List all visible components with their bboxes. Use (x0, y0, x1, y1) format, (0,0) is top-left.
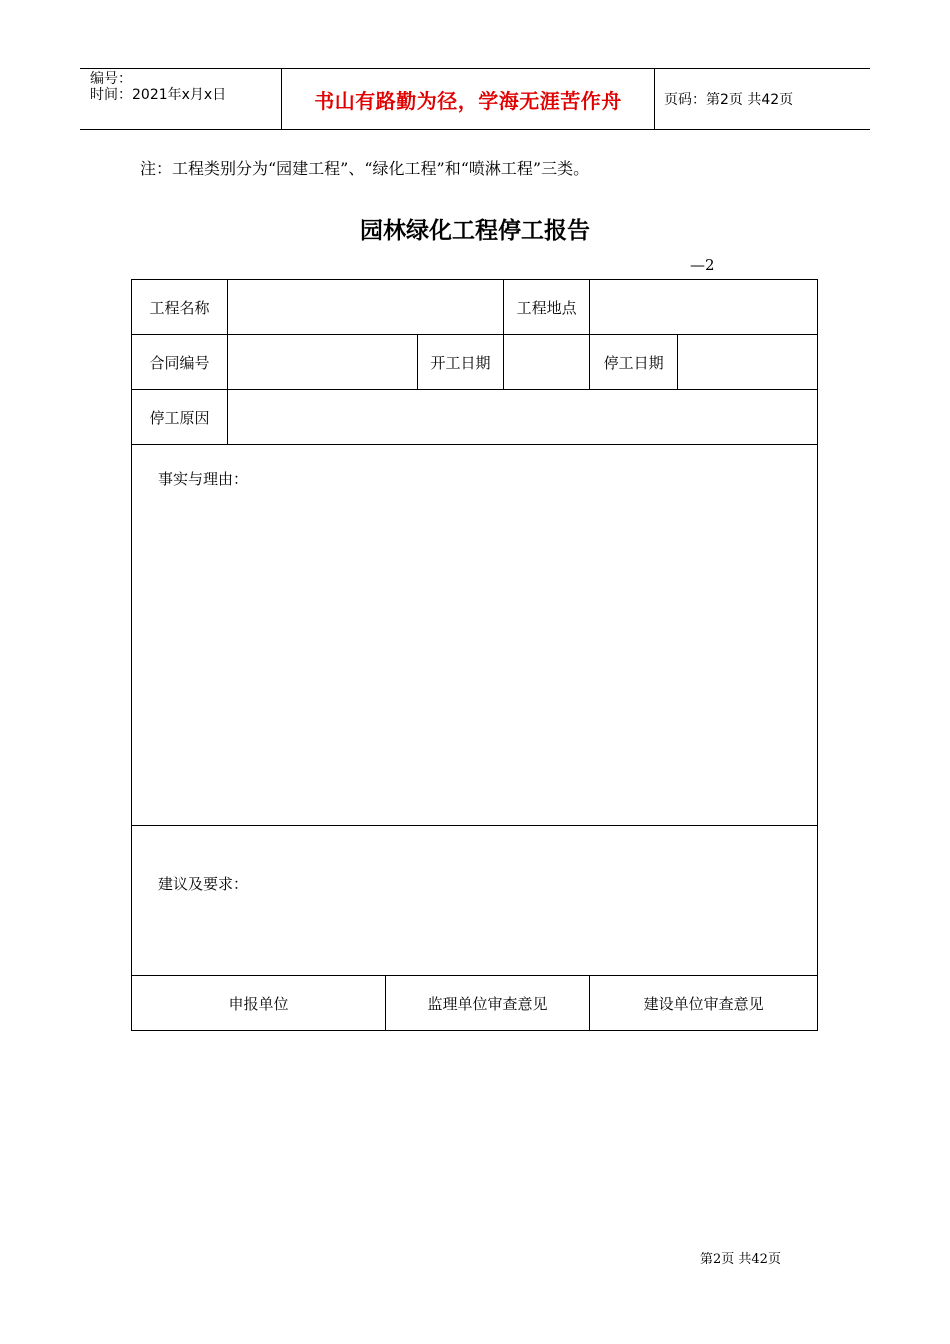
facts-label: 事实与理由： (158, 470, 249, 488)
contract-no-label: 合同编号 (132, 335, 228, 390)
header-page-info: 页码：第2页 共42页 (664, 92, 794, 108)
form-row (132, 445, 818, 826)
stop-reason-label: 停工原因 (132, 390, 228, 445)
header-divider (654, 69, 655, 129)
page-header (80, 68, 870, 130)
supervisor-review-label: 监理单位审查意见 (386, 976, 590, 1031)
project-location-field[interactable] (590, 280, 818, 335)
stop-date-field[interactable] (678, 335, 818, 390)
header-meta (90, 71, 226, 103)
project-name-field[interactable] (228, 280, 504, 335)
project-location-label: 工程地点 (504, 280, 590, 335)
document-title: 园林绿化工程停工报告 (360, 218, 590, 244)
start-date-label: 开工日期 (418, 335, 504, 390)
applicant-label: 申报单位 (132, 976, 386, 1031)
start-date-field[interactable] (504, 335, 590, 390)
suggestions-label: 建议及要求： (158, 875, 249, 893)
form-row (132, 335, 818, 390)
contract-no-field[interactable] (228, 335, 418, 390)
form-row (132, 976, 818, 1031)
form-row (132, 280, 818, 335)
stop-reason-field[interactable] (228, 390, 818, 445)
header-motto: 书山有路勤为径，学海无涯苦作舟 (314, 88, 622, 113)
number-label: 编号： (90, 71, 132, 87)
form-row (132, 826, 818, 976)
stop-work-form (131, 279, 818, 1031)
page-footer: 第2页 共42页 (700, 1252, 781, 1267)
form-row (132, 390, 818, 445)
stop-date-label: 停工日期 (590, 335, 678, 390)
category-note: 注：工程类别分为“园建工程”、“绿化工程”和“喷淋工程”三类。 (140, 159, 590, 178)
form-number: —2 (690, 256, 715, 274)
suggestions-area[interactable] (132, 826, 818, 976)
facts-area[interactable] (132, 445, 818, 826)
project-name-label: 工程名称 (132, 280, 228, 335)
builder-review-label: 建设单位审查意见 (590, 976, 818, 1031)
time-label: 时间：2021年x月x日 (90, 87, 227, 103)
